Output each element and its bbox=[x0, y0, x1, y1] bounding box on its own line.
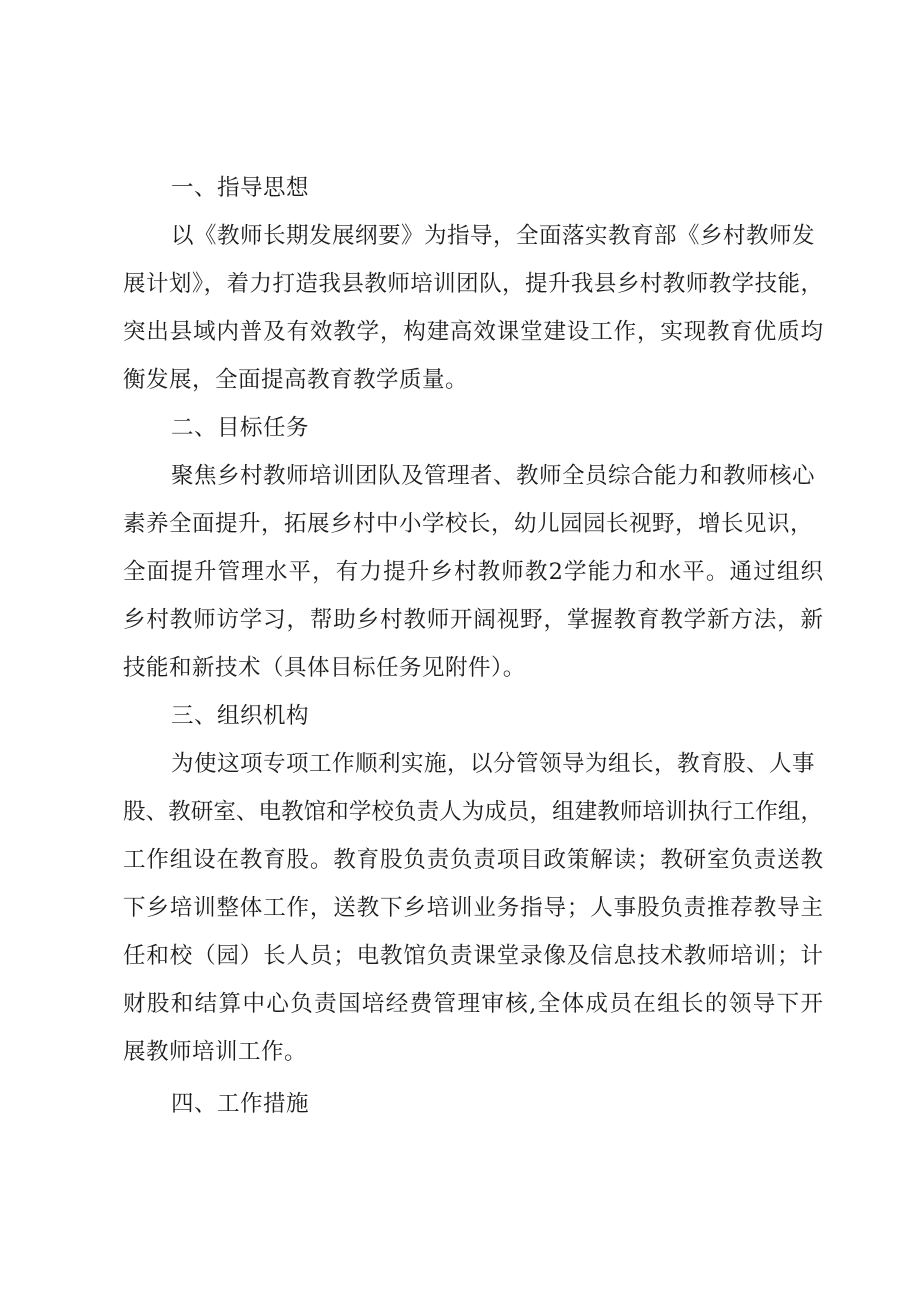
paragraph-line: 股、教研室、电教馆和学校负责人为成员，组建教师培训执行工作组， bbox=[123, 799, 823, 825]
paragraph-line: 以《教师长期发展纲要》为指导，全面落实教育部《乡村教师发 bbox=[171, 223, 816, 249]
section-heading-4: 四、工作措施 bbox=[171, 1091, 310, 1117]
paragraph-line: 衡发展，全面提高教育教学质量。 bbox=[123, 367, 469, 393]
paragraph-line: 乡村教师访学习，帮助乡村教师开阔视野，掌握教育教学新方法，新 bbox=[123, 607, 823, 633]
paragraph-line: 财股和结算中心负责国培经费管理审核,全体成员在组长的领导下开 bbox=[123, 991, 823, 1017]
paragraph-line: 展教师培训工作。 bbox=[123, 1039, 308, 1065]
paragraph-line: 下乡培训整体工作，送教下乡培训业务指导；人事股负责推荐教导主 bbox=[123, 895, 823, 921]
section-heading-3: 三、组织机构 bbox=[171, 703, 310, 729]
paragraph-line: 全面提升管理水平，有力提升乡村教师教2学能力和水平。通过组织 bbox=[123, 559, 823, 585]
paragraph-line: 素养全面提升，拓展乡村中小学校长，幼儿园园长视野，增长见识， bbox=[123, 511, 814, 537]
paragraph-line: 为使这项专项工作顺利实施，以分管领导为组长，教育股、人事 bbox=[171, 751, 816, 777]
paragraph-line: 突出县域内普及有效教学，构建高效课堂建设工作，实现教育优质均 bbox=[123, 319, 823, 345]
section-heading-2: 二、目标任务 bbox=[171, 415, 310, 441]
paragraph-line: 工作组设在教育股。教育股负责负责项目政策解读；教研室负责送教 bbox=[123, 847, 823, 873]
paragraph-line: 展计划》，着力打造我县教师培训团队，提升我县乡村教师教学技能， bbox=[123, 271, 823, 297]
paragraph-line: 技能和新技术（具体目标任务见附件）。 bbox=[123, 655, 526, 681]
paragraph-line: 聚焦乡村教师培训团队及管理者、教师全员综合能力和教师核心 bbox=[171, 463, 816, 489]
paragraph-line: 任和校（园）长人员；电教馆负责课堂录像及信息技术教师培训；计 bbox=[123, 943, 823, 969]
section-heading-1: 一、指导思想 bbox=[171, 175, 310, 201]
